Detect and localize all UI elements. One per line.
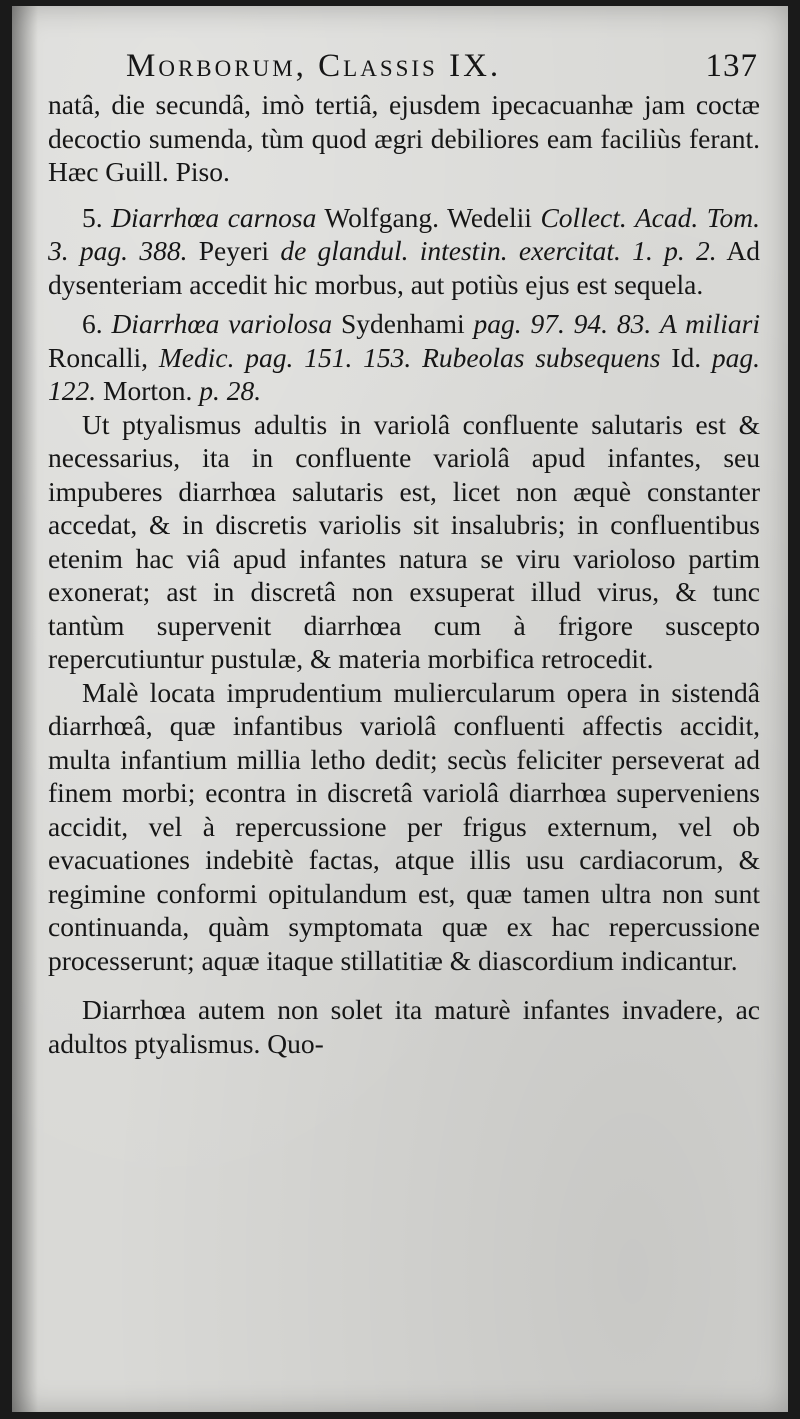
item-6-author-2: Roncalli, [48, 341, 149, 373]
item-6-name: Diarrhœa variolosa [111, 308, 333, 339]
page-header [48, 46, 760, 86]
item-5-number: 5. [82, 201, 103, 233]
item-6-author-3: Id. [671, 341, 702, 373]
item-5-name: Diarrhœa carnosa [111, 201, 317, 233]
item-5-reference-1: Collect. Acad. Tom. 3. pag. 388. [48, 201, 760, 266]
running-title: Morborum, Classis IX. [126, 48, 502, 84]
spine-shadow [12, 6, 38, 1412]
item-5-author: Wolfgang. Wedelii [324, 201, 532, 233]
continuation-paragraph: natâ, die secundâ, imò tertiâ, ejusdem ipecacuanhæ jam coctæ decoctio sumenda, tùm quod ægri debiliores eam faciliùs ferant. Hæc Guill. Piso. [48, 89, 760, 187]
item-5-author-2: Peyeri [198, 235, 270, 266]
item-6-reference-2: Medic. pag. 151. 153. [158, 341, 412, 373]
item-6-author-4: Morton. [103, 375, 193, 406]
item-6-paragraph [48, 307, 760, 408]
item-6-author-1: Sydenhami [340, 308, 465, 339]
item-6-number: 6. [82, 308, 103, 339]
book-page [12, 6, 788, 1412]
item-6-reference-3: pag. 122. [48, 341, 761, 406]
item-6-reference-1: pag. 97. 94. 83. [473, 308, 652, 339]
item-6-name-3: Rubeolas subsequens [422, 341, 661, 373]
item-5-reference-2: de glandul. intestin. exercitat. 1. p. 2. [280, 235, 717, 266]
item-5-text: Ad dysenteriam accedit hic morbus, aut potiùs ejus est sequela. [48, 235, 761, 300]
paragraph-diarrhoea-autem: Diarrhœa autem non solet ita maturè infantes invadere, ac adultos ptyalismus. Quo- [48, 994, 760, 1059]
page-number: 137 [705, 48, 758, 84]
paragraph-male-locata: Malè locata imprudentium muliercularum opera in sistendâ diarrhœâ, quæ infantibus variolâ confluenti affectis accidit, multa infantium millia letho dedit; secùs feliciter perseverat ad finem morbi; econtra in discretâ variolâ diarrhœa superveniens accidit, vel à repercussione per frigus externum, vel ob evacuationes indebitè factas, atque illis usu cardiacorum, & regimine conformi opitulandum est, quæ tamen ultra non sunt continuanda, quàm symptomata quæ ex hac repercussione processerunt; aquæ itaque stillatitiæ & diascordium indicantur. [48, 676, 760, 976]
text-block [48, 46, 760, 1060]
item-5-paragraph [48, 201, 760, 302]
item-6-reference-4: p. 28. [199, 375, 262, 406]
item-6-name-2: A miliari [660, 308, 761, 339]
paragraph-ut-ptyalismus: Ut ptyalismus adultis in variolâ confluente salutaris est & necessarius, ita in confluente variolâ apud infantes, seu impuberes diarrhœa salutaris est, licet non æquè constanter accedat, & in discretis variolis sit insalubris; in confluentibus etenim hac viâ apud infantes natura se viru varioloso partim exonerat; ast in discretâ non exsuperat illud virus, & tunc tantùm supervenit diarrhœa cum à frigore suscepto repercutiuntur pustulæ, & materia morbifica retrocedit. [48, 408, 760, 674]
